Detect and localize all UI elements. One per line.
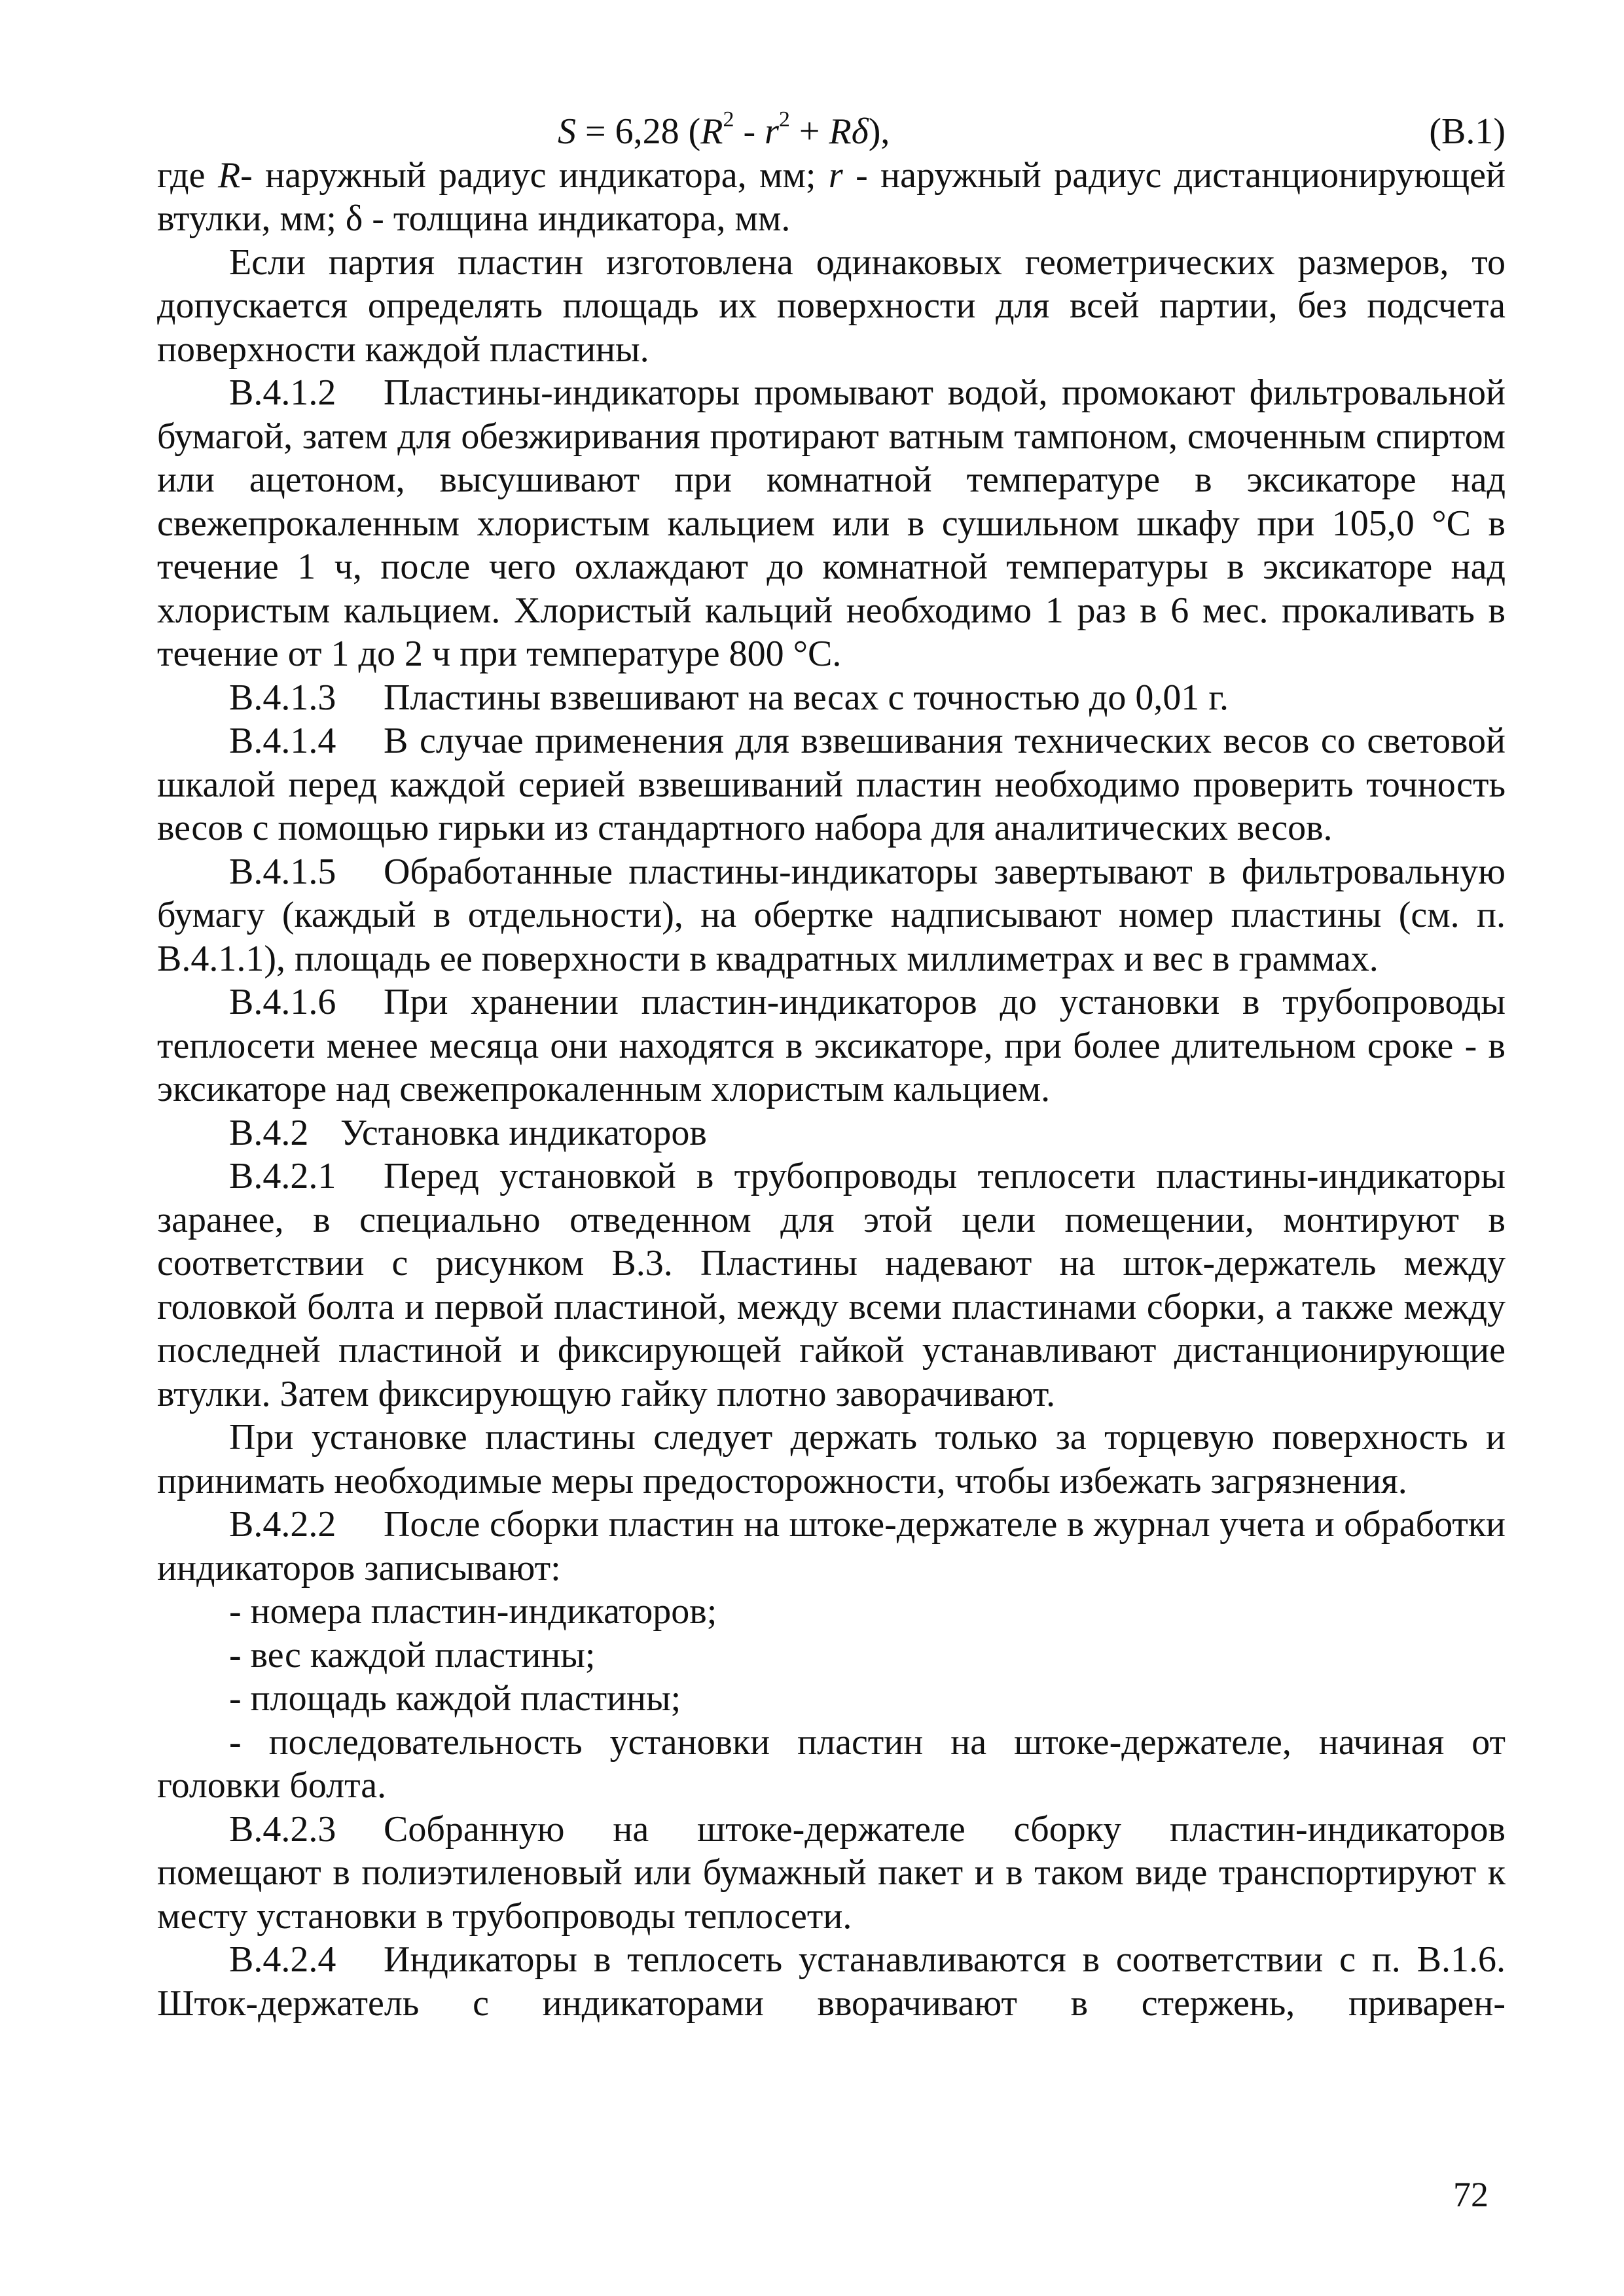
clause-b-4-2-1: В.4.2.1 Перед установкой в трубопроводы теплосети пластины-индикаторы заранее, в специально отведенном для этой цели помещении, монтируют в соответствии с рисунком В.3. Пластины надевают на шток-держатель между головкой болта и первой пластиной, между всеми пластинами сборки, а также между последней пластиной и фиксирующей гайкой устанавливают дистанционирующие втулки. Затем фиксирующую гайку плотно заворачивают. (157, 1156, 1506, 1414)
paragraph-batch: Если партия пластин изготовлена одинаковых геометрических размеров, то допускается определять площадь их поверхности для всей партии, без подсчета поверхности каждой пластины. (157, 242, 1506, 370)
equation-number: (В.1) (1429, 111, 1506, 152)
formula-line (157, 107, 1506, 154)
clause-number: В.4.2.4 (229, 1939, 336, 1980)
page-number: 72 (1453, 2175, 1489, 2214)
clause-b-4-1-5: В.4.1.5 Обработанные пластины-индикаторы завертывают в фильтровальную бумагу (каждый в отдельности), на обертке надписывают номер пластины (см. п. В.4.1.1), площадь ее поверхности в квадратных миллиметрах и вес в граммах. (157, 851, 1506, 979)
clause-number: В.4.2 (229, 1112, 309, 1153)
clause-number: В.4.2.1 (229, 1156, 336, 1196)
page-body (157, 107, 1506, 2025)
paragraph-handling: При установке пластины следует держать только за торцевую поверхность и принимать необходимые меры предосторожности, чтобы избежать загрязнения. (157, 1417, 1506, 1501)
list-item: - номера пластин-индикаторов; (229, 1591, 717, 1632)
clause-number: В.4.1.2 (229, 372, 336, 413)
clause-number: В.4.2.3 (229, 1808, 336, 1850)
clause-number: В.4.1.6 (229, 982, 336, 1022)
clause-b-4-1-3: В.4.1.3 Пластины взвешивают на весах с точностью до 0,01 г. (157, 676, 1506, 720)
clause-b-4-1-4: В.4.1.4 В случае применения для взвешивания технических весов со световой шкалой перед каждой серией взвешиваний пластин необходимо проверить точность весов с помощью гирьки из стандартного набора для аналитических весов. (157, 721, 1506, 848)
formula-legend: где R- наружный радиус индикатора, мм; r - наружный радиус дистанционирующей втулки, мм; δ - толщина индикатора, мм. (157, 154, 1506, 239)
list-item: - последовательность установки пластин на штоке-держателе, начиная от головки болта. (157, 1721, 1506, 1806)
clause-b-4-1-6: В.4.1.6 При хранении пластин-индикаторов до установки в трубопроводы теплосети менее месяца они находятся в эксикаторе, при более длительном сроке - в эксикаторе над свежепрокаленным хлористым кальцием. (157, 982, 1506, 1109)
clause-b-4-2-4: В.4.2.4 Индикаторы в теплосеть устанавливаются в соответствии с п. В.1.6. Шток-держатель с индикаторами вворачивают в стержень, приварен- (157, 1939, 1506, 2024)
clause-b-4-2-3: В.4.2.3 Собранную на штоке-держателе сборку пластин-индикаторов помещают в полиэтиленовый или бумажный пакет и в таком виде транспортируют к месту установки в трубопроводы теплосети. (157, 1808, 1506, 1937)
clause-number: В.4.1.5 (229, 851, 336, 892)
clause-b-4-2-2: В.4.2.2 После сборки пластин на штоке-держателе в журнал учета и обработки индикаторов записывают: (157, 1504, 1506, 1588)
clause-number: В.4.1.4 (229, 721, 336, 761)
section-b-4-2-heading: В.4.2 Установка индикаторов (157, 1111, 1506, 1155)
list-item: - вес каждой пластины; (229, 1634, 596, 1676)
formula-b1: S = 6,28 $(R^2 - r^2 + R\delta)$, (558, 107, 890, 152)
list-item: - площадь каждой пластины; (229, 1678, 681, 1719)
clause-number: В.4.1.3 (229, 677, 336, 718)
clause-b-4-1-2: В.4.1.2 Пластины-индикаторы промывают водой, промокают фильтровальной бумагой, затем для обезжиривания протирают ватным тампоном, смоченным спиртом или ацетоном, высушивают при комнатной температуре в эксикаторе над свежепрокаленным хлористым кальцием или в сушильном шкафу при 105,0 °С в течение 1 ч, после чего охлаждают до комнатной температуры в эксикаторе над хлористым кальцием. Хлористый кальций необходимо 1 раз в 6 мес. прокаливать в течение от 1 до 2 ч при температуре 800 °С. (157, 372, 1506, 674)
clause-number: В.4.2.2 (229, 1504, 336, 1545)
